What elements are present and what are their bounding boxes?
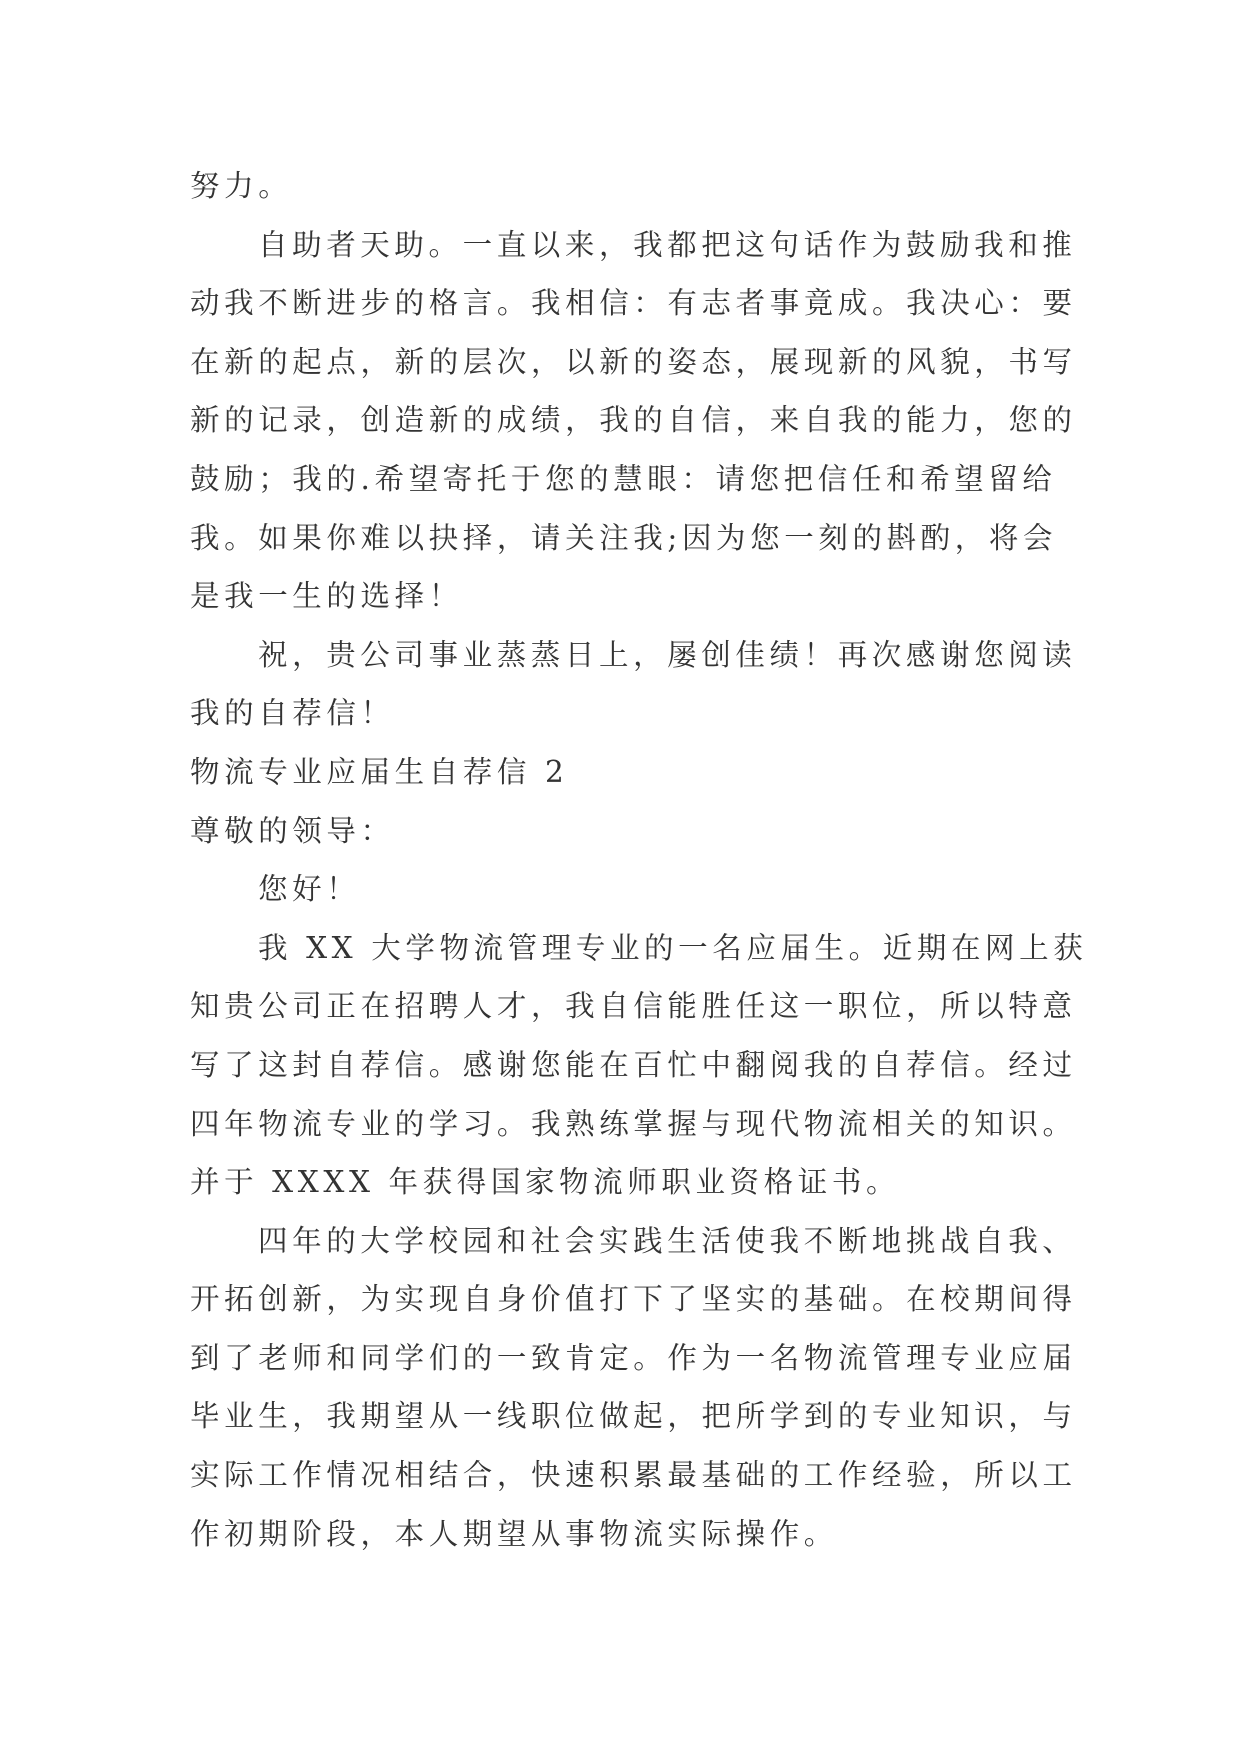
text-line: 鼓励；我的.希望寄托于您的慧眼：请您把信任和希望留给 [190,461,1057,496]
text-line: 开拓创新，为实现自身价值打下了坚实的基础。在校期间得 [190,1282,1077,1317]
text-line: 到了老师和同学们的一致肯定。作为一名物流管理专业应届 [190,1340,1077,1375]
text-line: 在新的起点，新的层次，以新的姿态，展现新的风貌，书写 [190,344,1077,379]
text-line: 四年的大学校园和社会实践生活使我不断地挑战自我、 [258,1223,1077,1258]
text-line: 我的自荐信！ [190,696,395,731]
text-line: 实际工作情况相结合，快速积累最基础的工作经验，所以工 [190,1458,1077,1493]
text-line: 动我不断进步的格言。我相信：有志者事竟成。我决心：要 [190,286,1077,321]
text-line: 作初期阶段，本人期望从事物流实际操作。 [190,1516,838,1551]
text-line: 我 XX 大学物流管理专业的一名应届生。近期在网上获 [258,930,1088,965]
text-line: 努力。 [190,169,293,203]
text-line: 写了这封自荐信。感谢您能在百忙中翻阅我的自荐信。经过 [190,1047,1077,1082]
text-line: 您好！ [258,872,361,907]
text-line: 物流专业应届生自荐信 2 [190,754,569,789]
text-line: 我。如果你难以抉择，请关注我;因为您一刻的斟酌，将会 [190,520,1058,555]
text-line: 并于 XXXX 年获得国家物流师职业资格证书。 [190,1165,901,1200]
text-line: 自助者天助。一直以来，我都把这句话作为鼓励我和推 [258,227,1077,262]
text-line: 四年物流专业的学习。我熟练掌握与现代物流相关的知识。 [190,1106,1077,1141]
text-line: 尊敬的领导： [190,813,395,848]
text-line: 是我一生的选择！ [190,579,463,614]
text-line: 知贵公司正在招聘人才，我自信能胜任这一职位，所以特意 [190,989,1077,1024]
text-line: 毕业生，我期望从一线职位做起，把所学到的专业知识，与 [190,1399,1077,1434]
text-line: 祝，贵公司事业蒸蒸日上，屡创佳绩！再次感谢您阅读 [258,637,1077,672]
document-body [190,157,1088,1563]
text-line: 新的记录，创造新的成绩，我的自信，来自我的能力，您的 [190,403,1077,438]
